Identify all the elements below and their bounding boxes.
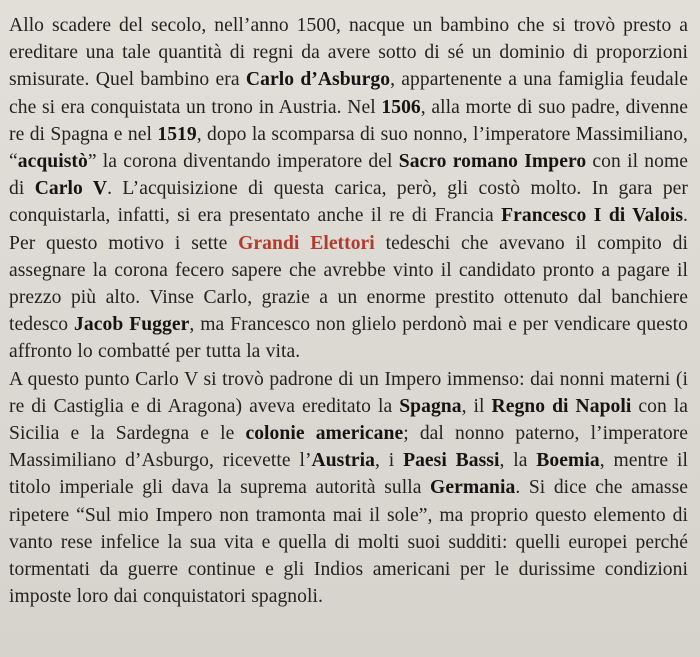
bold-term: Austria [311,450,375,472]
text-run: , appartenente a una famiglia feudale che si era conquistata un trono in Austria. Nel [9,69,688,118]
bold-term: Boemia [536,450,600,472]
text-run: con il nome di [9,151,689,200]
bold-term: Regno di Napoli [491,395,632,417]
bold-term: 1506 [381,96,421,118]
paragraph-carlo-election [9,12,688,366]
bold-term: 1519 [157,123,197,145]
bold-term: Francesco I di Valois [501,205,684,227]
text-run: , alla morte di suo padre, divenne re di Spagna e nel [9,96,688,145]
text-run: , mentre il titolo imperiale gli dava la suprema autorità sulla [9,450,688,499]
paragraph-carlo-empire [9,366,688,611]
text-run: . Per questo motivo i sette [9,205,688,254]
bold-term: Jacob Fugger [74,314,190,336]
text-run: con la Sicilia e la Sardegna e le [9,395,689,445]
bold-term: Spagna [399,395,462,417]
bold-term: Paesi Bassi [403,450,500,472]
text-run: ” la corona diventando imperatore del [87,151,399,173]
text-run: , ma Francesco non glielo perdonò mai e per vendicare questo affronto lo combatté per tutta la vita. [9,314,688,363]
text-run: ; dal nonno paterno, l’imperatore Massimiliano d’Asburgo, ricevette l’ [9,423,688,472]
bold-term: colonie americane [245,423,404,445]
bold-term: Carlo d’Asburgo [245,69,391,91]
text-run: tedeschi che avevano il compito di assegnare la corona fecero sapere che avrebbe vinto il candidato pronto a pagare il prezzo più alto. Vinse Carlo, grazie a un enorme prestito ottenuto dal banchiere tedesco [9,232,689,336]
text-run: , i [375,450,404,472]
text-run: Allo scadere del secolo, nell’anno 1500, nacque un bambino che si trovò presto a ereditare una tale quantità di regni da avere sotto di sé un dominio di proporzioni smisurate. Quel bambino era [9,15,688,91]
bold-term: Sacro romano Impero [398,151,587,173]
text-run: , la [499,450,537,472]
bold-term: Germania [430,477,516,499]
bold-term: Carlo V [34,178,108,200]
text-run: . Si dice che amasse ripetere “Sul mio Impero non tramonta mai il sole”, ma proprio questo elemento di vanto rese infelice la sua vita e quella di molti suoi sudditi: quelli europei perché tormentati da guerre continue e gli Indios americani per le durissime condizioni imposte loro dai conquistatori spagnoli. [9,477,688,608]
text-run: , il [461,395,492,417]
text-run: . L’acquisizione di questa carica, però, gli costò molto. In gara per conquistarla, infatti, si era presentato anche il re di Francia [9,178,688,227]
bold-term: acquistò [17,151,88,173]
text-run: A questo punto Carlo V si trovò padrone di un Impero immenso: dai nonni materni (i re di Castiglia e di Aragona) aveva ereditato la [9,368,688,417]
highlighted-term: Grandi Elettori [238,232,375,254]
text-run: , dopo la scomparsa di suo nonno, l’imperatore Massimiliano, “ [9,123,688,173]
